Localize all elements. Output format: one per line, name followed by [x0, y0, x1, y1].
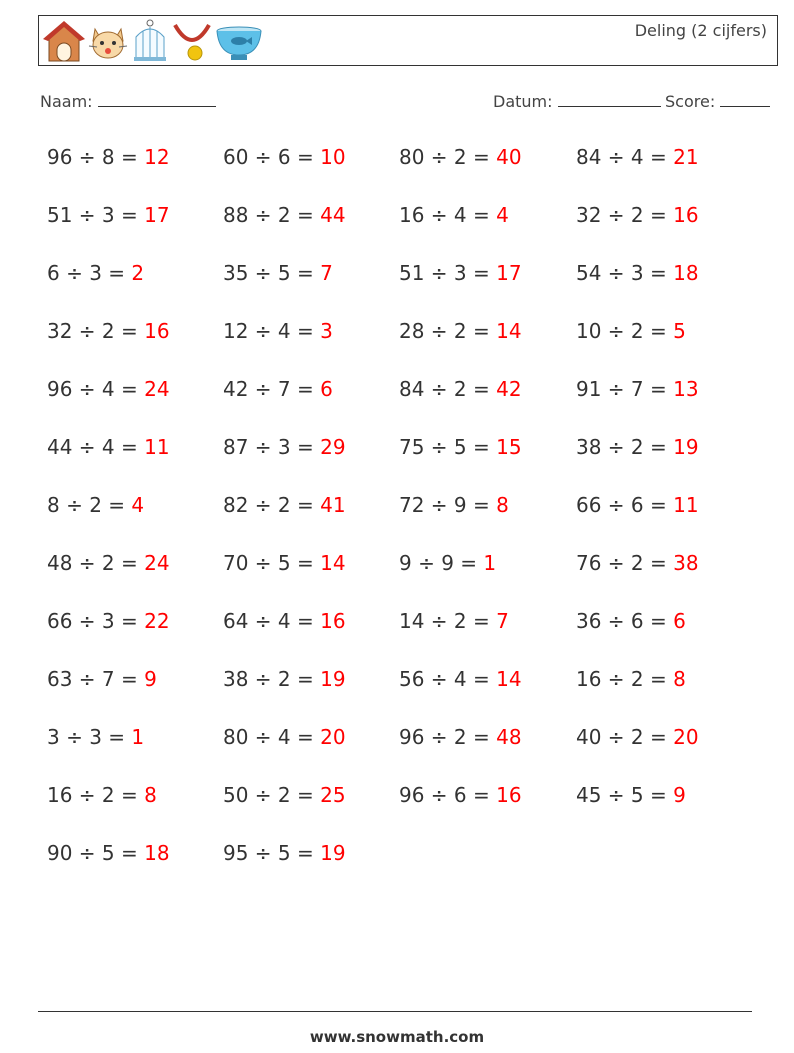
problem-answer: 1: [131, 725, 145, 749]
cat-face-icon: [87, 19, 129, 63]
problem-answer: 22: [144, 609, 170, 633]
problem-item: [223, 783, 346, 807]
problem-question: 16 ÷ 2 =: [576, 667, 667, 691]
problem-question: 88 ÷ 2 =: [223, 203, 314, 227]
problem-item: [223, 435, 346, 459]
problem-question: 50 ÷ 2 =: [223, 783, 314, 807]
problem-item: [399, 551, 496, 575]
problem-question: 56 ÷ 4 =: [399, 667, 490, 691]
problem-answer: 42: [496, 377, 522, 401]
problem-question: 96 ÷ 2 =: [399, 725, 490, 749]
score-label: Score:: [665, 92, 716, 111]
problem-question: 82 ÷ 2 =: [223, 493, 314, 517]
problem-answer: 48: [496, 725, 522, 749]
problem-item: [576, 377, 699, 401]
problem-item: [576, 261, 699, 285]
problem-question: 6 ÷ 3 =: [47, 261, 126, 285]
problem-answer: 25: [320, 783, 346, 807]
problem-item: [47, 145, 170, 169]
problem-answer: 4: [496, 203, 509, 227]
worksheet-title: Deling (2 cijfers): [634, 21, 767, 40]
problem-answer: 40: [496, 145, 522, 169]
problem-question: 10 ÷ 2 =: [576, 319, 667, 343]
problem-item: [47, 493, 144, 517]
problem-item: [223, 145, 346, 169]
problem-answer: 20: [673, 725, 699, 749]
problem-answer: 8: [496, 493, 509, 517]
problem-answer: 19: [320, 667, 346, 691]
name-blank[interactable]: [98, 92, 216, 107]
score-blank[interactable]: [720, 92, 770, 107]
problem-answer: 6: [320, 377, 333, 401]
problem-question: 40 ÷ 2 =: [576, 725, 667, 749]
problem-answer: 14: [496, 667, 522, 691]
problem-item: [223, 841, 346, 865]
problem-item: [576, 319, 686, 343]
problem-answer: 38: [673, 551, 699, 575]
problem-answer: 44: [320, 203, 346, 227]
problem-question: 14 ÷ 2 =: [399, 609, 490, 633]
problem-answer: 17: [144, 203, 170, 227]
header-box: [38, 15, 778, 66]
problem-item: [47, 435, 170, 459]
problem-item: [399, 145, 522, 169]
problem-answer: 16: [144, 319, 170, 343]
problem-item: [576, 783, 686, 807]
problem-answer: 18: [144, 841, 170, 865]
problem-question: 95 ÷ 5 =: [223, 841, 314, 865]
problem-answer: 20: [320, 725, 346, 749]
problem-item: [399, 261, 522, 285]
pet-collar-icon: [171, 19, 213, 63]
problem-item: [223, 725, 346, 749]
footer-rule: [38, 1011, 752, 1012]
problem-question: 51 ÷ 3 =: [399, 261, 490, 285]
problem-answer: 5: [673, 319, 686, 343]
problem-answer: 16: [320, 609, 346, 633]
problem-item: [576, 203, 699, 227]
problem-item: [399, 609, 509, 633]
problem-question: 38 ÷ 2 =: [576, 435, 667, 459]
problem-answer: 29: [320, 435, 346, 459]
problem-answer: 8: [144, 783, 157, 807]
problem-question: 80 ÷ 2 =: [399, 145, 490, 169]
problem-question: 35 ÷ 5 =: [223, 261, 314, 285]
problem-item: [399, 377, 522, 401]
problem-item: [576, 551, 699, 575]
problem-item: [399, 725, 522, 749]
problem-item: [47, 551, 170, 575]
problem-question: 44 ÷ 4 =: [47, 435, 138, 459]
problem-answer: 11: [144, 435, 170, 459]
problem-answer: 14: [496, 319, 522, 343]
problem-question: 12 ÷ 4 =: [223, 319, 314, 343]
problem-question: 66 ÷ 6 =: [576, 493, 667, 517]
problem-question: 51 ÷ 3 =: [47, 203, 138, 227]
problem-answer: 8: [673, 667, 686, 691]
problem-question: 32 ÷ 2 =: [576, 203, 667, 227]
problem-item: [399, 435, 522, 459]
problem-question: 42 ÷ 7 =: [223, 377, 314, 401]
problem-question: 32 ÷ 2 =: [47, 319, 138, 343]
problem-item: [223, 667, 346, 691]
name-field: [40, 92, 216, 111]
bird-cage-icon: [131, 19, 169, 63]
icon-strip: [43, 19, 263, 63]
problem-item: [399, 667, 522, 691]
problem-answer: 6: [673, 609, 686, 633]
problem-answer: 13: [673, 377, 699, 401]
problem-item: [223, 261, 333, 285]
problem-question: 66 ÷ 3 =: [47, 609, 138, 633]
problem-item: [47, 377, 170, 401]
date-label: Datum:: [493, 92, 553, 111]
problem-item: [223, 377, 333, 401]
problem-item: [399, 319, 522, 343]
problem-answer: 18: [673, 261, 699, 285]
problem-question: 72 ÷ 9 =: [399, 493, 490, 517]
problem-item: [576, 145, 699, 169]
problem-item: [223, 551, 346, 575]
problem-answer: 16: [673, 203, 699, 227]
problem-answer: 9: [144, 667, 157, 691]
problem-item: [576, 493, 699, 517]
problem-question: 48 ÷ 2 =: [47, 551, 138, 575]
problem-question: 96 ÷ 4 =: [47, 377, 138, 401]
problem-item: [47, 667, 157, 691]
problem-question: 9 ÷ 9 =: [399, 551, 478, 575]
problem-item: [47, 783, 157, 807]
problem-answer: 15: [496, 435, 522, 459]
problem-question: 70 ÷ 5 =: [223, 551, 314, 575]
problem-item: [576, 725, 699, 749]
problem-question: 45 ÷ 5 =: [576, 783, 667, 807]
problem-question: 80 ÷ 4 =: [223, 725, 314, 749]
problem-answer: 1: [483, 551, 497, 575]
problem-answer: 10: [320, 145, 346, 169]
problem-question: 75 ÷ 5 =: [399, 435, 490, 459]
problem-answer: 7: [496, 609, 509, 633]
date-field: [493, 92, 661, 111]
problem-question: 84 ÷ 4 =: [576, 145, 667, 169]
problem-answer: 9: [673, 783, 686, 807]
problem-question: 91 ÷ 7 =: [576, 377, 667, 401]
problem-item: [399, 783, 522, 807]
problem-question: 63 ÷ 7 =: [47, 667, 138, 691]
problem-question: 64 ÷ 4 =: [223, 609, 314, 633]
problem-answer: 19: [673, 435, 699, 459]
problem-answer: 19: [320, 841, 346, 865]
problem-item: [47, 203, 170, 227]
problem-answer: 4: [131, 493, 145, 517]
problem-item: [223, 203, 346, 227]
problem-item: [223, 319, 333, 343]
problem-answer: 17: [496, 261, 522, 285]
score-field: [665, 92, 770, 111]
problem-answer: 7: [320, 261, 333, 285]
date-blank[interactable]: [558, 92, 661, 107]
problem-item: [576, 435, 699, 459]
problem-question: 96 ÷ 6 =: [399, 783, 490, 807]
problem-item: [47, 609, 170, 633]
problem-answer: 2: [131, 261, 145, 285]
problem-question: 28 ÷ 2 =: [399, 319, 490, 343]
problem-answer: 24: [144, 377, 170, 401]
problem-answer: 11: [673, 493, 699, 517]
problem-question: 60 ÷ 6 =: [223, 145, 314, 169]
problem-question: 36 ÷ 6 =: [576, 609, 667, 633]
problem-item: [223, 493, 346, 517]
footer-url: www.snowmath.com: [309, 1028, 485, 1046]
problem-question: 16 ÷ 2 =: [47, 783, 138, 807]
problem-question: 8 ÷ 2 =: [47, 493, 126, 517]
problem-answer: 21: [673, 145, 699, 169]
problem-answer: 14: [320, 551, 346, 575]
problem-answer: 41: [320, 493, 346, 517]
problem-question: 90 ÷ 5 =: [47, 841, 138, 865]
problem-item: [399, 203, 509, 227]
problem-question: 96 ÷ 8 =: [47, 145, 138, 169]
fish-bowl-icon: [215, 19, 263, 63]
problem-question: 16 ÷ 4 =: [399, 203, 490, 227]
problem-answer: 12: [144, 145, 170, 169]
problem-item: [576, 667, 686, 691]
problem-item: [223, 609, 346, 633]
problem-item: [47, 725, 144, 749]
problem-item: [576, 609, 686, 633]
problem-item: [399, 493, 509, 517]
problem-question: 38 ÷ 2 =: [223, 667, 314, 691]
problem-question: 87 ÷ 3 =: [223, 435, 314, 459]
problem-question: 3 ÷ 3 =: [47, 725, 126, 749]
dog-house-icon: [43, 19, 85, 63]
problem-question: 76 ÷ 2 =: [576, 551, 667, 575]
problem-item: [47, 261, 144, 285]
problem-answer: 3: [320, 319, 333, 343]
problem-item: [47, 319, 170, 343]
problem-answer: 24: [144, 551, 170, 575]
problem-question: 84 ÷ 2 =: [399, 377, 490, 401]
problem-question: 54 ÷ 3 =: [576, 261, 667, 285]
problem-item: [47, 841, 170, 865]
problem-answer: 16: [496, 783, 522, 807]
name-label: Naam:: [40, 92, 93, 111]
